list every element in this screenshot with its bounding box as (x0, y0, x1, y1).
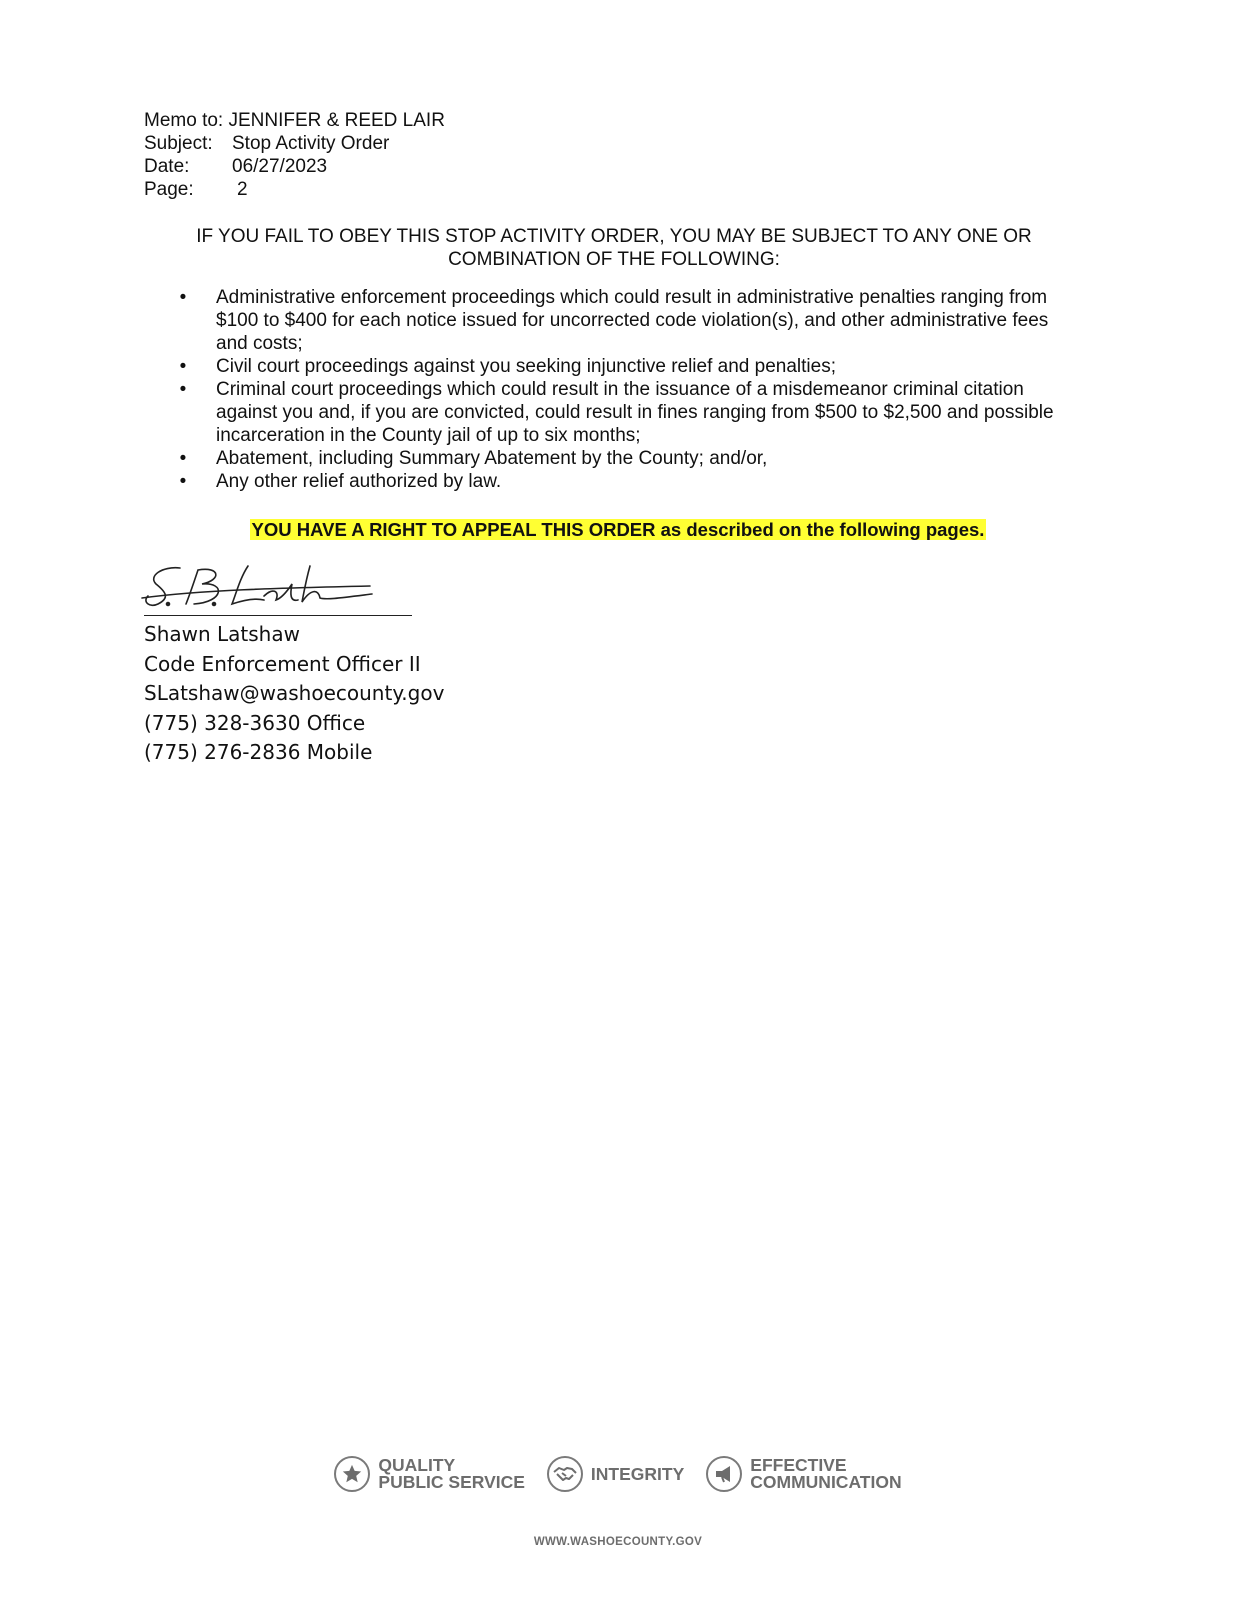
memo-to-value: JENNIFER & REED LAIR (228, 110, 445, 131)
signer-name: Shawn Latshaw (144, 622, 300, 646)
list-item: • Abatement, including Summary Abatement by the County; and/or, (179, 448, 768, 469)
consequences-list (178, 286, 1078, 493)
signature-line (144, 615, 412, 616)
page-row (144, 178, 445, 201)
megaphone-icon (706, 1456, 742, 1492)
list-item: • Administrative enforcement proceedings which could result in administrative penalties ranging from $100 to $400 for each notice issued for uncorrected code violation(s), and other administrative fees and costs; (179, 287, 1049, 354)
footer-values (0, 1456, 1236, 1492)
footer-value-line-2: PUBLIC SERVICE (378, 1472, 525, 1492)
signer-title: Code Enforcement Officer II (144, 651, 421, 676)
warning-line-1: IF YOU FAIL TO OBEY THIS STOP ACTIVITY ORDER, YOU MAY BE SUBJECT TO ANY ONE OR (196, 226, 1032, 247)
website-url[interactable]: WWW.WASHOECOUNTY.GOV (533, 1536, 703, 1548)
bullet-icon: • (179, 379, 187, 400)
footer-value-integrity (547, 1456, 684, 1492)
appeal-highlighted-text: YOU HAVE A RIGHT TO APPEAL THIS ORDER as described on the following pages. (251, 519, 985, 540)
footer-value-line-1: INTEGRITY (590, 1463, 685, 1484)
footer-value-line-1: EFFECTIVE (750, 1455, 847, 1475)
footer-value-quality (334, 1456, 525, 1492)
handshake-icon (547, 1456, 583, 1492)
handwritten-signature (140, 560, 380, 612)
date-value: 06/27/2023 (232, 156, 328, 177)
footer-value-line-1: QUALITY (378, 1455, 456, 1475)
page-label: Page: (144, 179, 194, 200)
warning-heading (144, 225, 1084, 271)
bullet-icon: • (179, 448, 187, 469)
warning-line-2: COMBINATION OF THE FOLLOWING: (448, 249, 780, 270)
memo-to-row (144, 109, 445, 132)
date-label: Date: (144, 156, 190, 177)
signer-email: SLatshaw@washoecounty.gov (144, 681, 445, 705)
bullet-icon: • (179, 356, 187, 377)
footer-value-line-2: COMMUNICATION (750, 1472, 902, 1492)
memo-to-label: Memo to: (144, 110, 224, 131)
memo-header (144, 109, 445, 201)
subject-label: Subject: (144, 133, 213, 154)
signer-mobile-phone: (775) 276-2836 Mobile (144, 740, 373, 764)
footer-value-communication (706, 1456, 901, 1492)
signature-block (144, 620, 444, 768)
star-icon (334, 1456, 370, 1492)
appeal-notice (0, 519, 1236, 541)
subject-row (144, 132, 445, 155)
bullet-icon: • (179, 471, 187, 492)
page-value: 2 (237, 179, 248, 200)
list-item: • Any other relief authorized by law. (179, 471, 502, 492)
date-row (144, 155, 445, 178)
subject-value: Stop Activity Order (232, 133, 390, 154)
bullet-icon: • (179, 287, 187, 308)
signer-office-phone: (775) 328-3630 Office (144, 710, 366, 735)
list-item: • Criminal court proceedings which could result in the issuance of a misdemeanor criminal citation against you and, if you are convicted, could result in fines ranging from $500 to $2,500 and possible incarceration in the County jail of up to six months; (179, 379, 1054, 446)
list-item: • Civil court proceedings against you seeking injunctive relief and penalties; (179, 356, 836, 377)
